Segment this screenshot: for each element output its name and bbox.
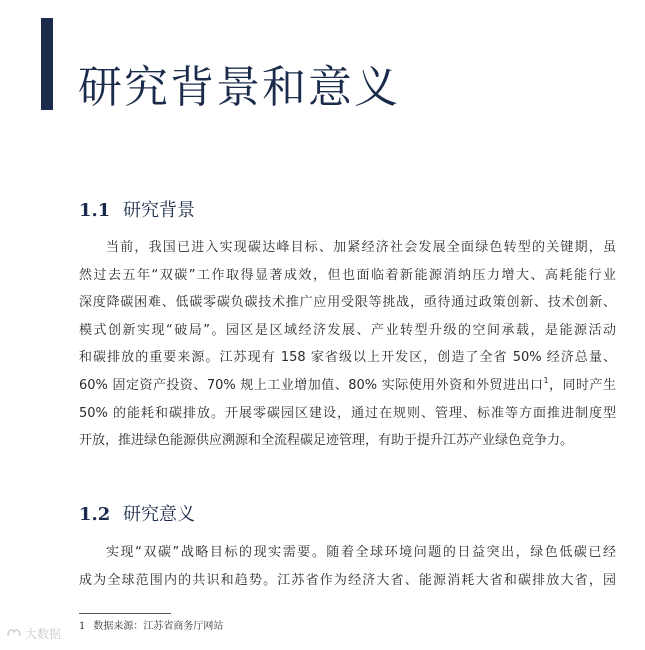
paragraph-line: 当前，我国已进入实现碳达峰目标、加紧经济社会发展全面绿色转型的关键期，虽: [106, 240, 616, 255]
section-heading-1-1: [79, 199, 195, 223]
paragraph-line: 模式创新实现“破局”。园区是区域经济发展、产业转型升级的空间承载，是能源活动: [79, 322, 616, 338]
chapter-accent-bar: [41, 18, 53, 110]
paragraph-line-text: 60% 固定资产投资、70% 规上工业增加值、80% 实际使用外资和外贸进出口: [79, 377, 544, 393]
paragraph-line: 实现“双碳”战略目标的现实需要。随着全球环境问题的日益突出，绿色低碳已经: [106, 545, 616, 560]
section-heading-1-2: [79, 503, 195, 527]
paragraph-line: 开放，推进绿色能源供应溯源和全流程碳足迹管理，有助于提升江苏产业绿色竞争力。: [79, 433, 574, 449]
paragraph-line: 然过去五年“双碳”工作取得显著成效，但也面临着新能源消纳压力增大、高耗能行业: [79, 267, 616, 283]
watermark: [6, 626, 61, 642]
section-number: 1.1: [79, 200, 111, 221]
watermark-text: 大数据: [25, 627, 62, 641]
paragraph-line-with-footnote: [79, 372, 616, 400]
section-title: 研究背景: [123, 200, 195, 221]
section-1-1-paragraph: [79, 234, 616, 455]
section-title: 研究意义: [123, 504, 195, 525]
paragraph-line: 深度降碳困难、低碳零碳负碳技术推广应用受限等挑战，亟待通过政策创新、技术创新、: [79, 295, 616, 311]
section-number: 1.2: [79, 504, 111, 525]
paragraph-line: 成为全球范围内的共识和趋势。江苏省作为经济大省、能源消耗大省和碳排放大省，园: [79, 572, 616, 588]
paragraph-line: 和碳排放的重要来源。江苏现有 158 家省级以上开发区，创造了全省 50% 经济总量、: [79, 350, 616, 366]
chapter-title: 研究背景和意义: [78, 62, 400, 113]
section-1-2-paragraph: [79, 539, 616, 594]
footnote: [79, 620, 223, 634]
watermark-logo-icon: [6, 626, 22, 642]
paragraph-line-tail: ，同时产生: [548, 377, 616, 393]
footnote-text: 数据来源：江苏省商务厅网站: [93, 621, 224, 632]
footnote-reference[interactable]: 1: [543, 375, 549, 385]
footnote-number: 1: [79, 621, 86, 632]
paragraph-line: 50% 的能耗和碳排放。开展零碳园区建设，通过在规则、管理、标准等方面推进制度型: [79, 405, 616, 421]
footnote-divider: [79, 613, 171, 614]
